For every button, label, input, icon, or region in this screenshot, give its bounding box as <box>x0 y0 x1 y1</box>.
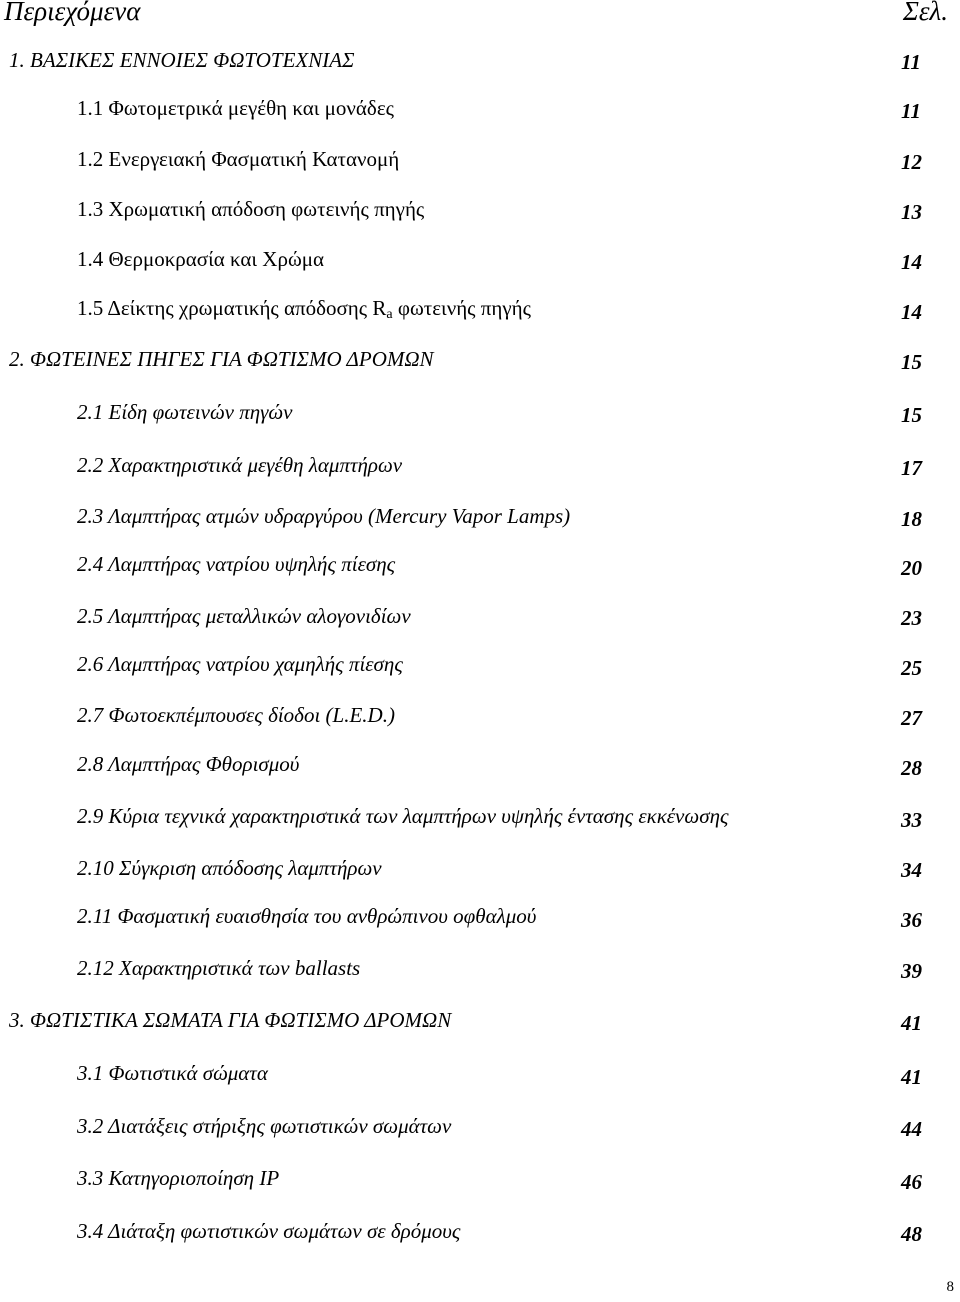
toc-entry-1[interactable] <box>0 46 960 76</box>
toc-entry-page: 27 <box>901 706 922 730</box>
toc-entry-page: 25 <box>901 656 922 680</box>
toc-entry-label: 2.12 Χαρακτηριστικά των ballasts <box>77 956 361 980</box>
toc-entry-3-3[interactable] <box>0 1164 960 1194</box>
toc-entry-page: 46 <box>901 1170 922 1194</box>
toc-entry-2-11[interactable] <box>0 902 960 932</box>
toc-entry-1-4[interactable] <box>0 245 960 275</box>
toc-entry-2-4[interactable] <box>0 550 960 580</box>
toc-entry-label-tail: φωτεινής πηγής <box>392 296 531 320</box>
toc-entry-label: 2. ΦΩΤΕΙΝΕΣ ΠΗΓΕΣ ΓΙΑ ΦΩΤΙΣΜΟ ΔΡΟΜΩΝ <box>9 347 434 371</box>
toc-entry-page: 36 <box>901 908 922 932</box>
toc-entry-label: 3. ΦΩΤΙΣΤΙΚΑ ΣΩΜΑΤΑ ΓΙΑ ΦΩΤΙΣΜΟ ΔΡΟΜΩΝ <box>9 1008 452 1032</box>
toc-entry-label: 3.2 Διατάξεις στήριξης φωτιστικών σωμάτων <box>77 1114 452 1138</box>
toc-entry-1-5[interactable] <box>0 294 960 324</box>
toc-entry-label: 1. ΒΑΣΙΚΕΣ ΕΝΝΟΙΕΣ ΦΩΤΟΤΕΧΝΙΑΣ <box>9 48 355 72</box>
toc-entry-label: 1.4 Θερμοκρασία και Χρώμα <box>77 247 325 271</box>
toc-entry-label: 1.3 Χρωματική απόδοση φωτεινής πηγής <box>77 197 425 221</box>
toc-entry-page: 15 <box>901 403 922 427</box>
toc-entry-label: 2.1 Είδη φωτεινών πηγών <box>77 400 293 424</box>
toc-entry-2-1[interactable] <box>0 398 960 428</box>
toc-entry-page: 15 <box>901 350 922 374</box>
toc-entry-2-9[interactable] <box>0 802 960 832</box>
toc-entry-label: 3.1 Φωτιστικά σώματα <box>77 1061 268 1085</box>
toc-entry-page: 14 <box>901 300 922 324</box>
toc-entry-label: 2.5 Λαμπτήρας μεταλλικών αλογονιδίων <box>77 604 411 628</box>
toc-entry-page: 41 <box>901 1011 922 1035</box>
toc-entry-label: 2.6 Λαμπτήρας νατρίου χαμηλής πίεσης <box>77 652 403 676</box>
toc-entry-page: 20 <box>901 556 922 580</box>
toc-entry-page: 41 <box>901 1065 922 1089</box>
toc-entry-3-4[interactable] <box>0 1217 960 1247</box>
toc-entry-label: 2.8 Λαμπτήρας Φθορισμού <box>77 752 300 776</box>
toc-entry-label <box>77 294 531 322</box>
toc-entry-page: 39 <box>901 959 922 983</box>
toc-entry-label: 3.4 Διάταξη φωτιστικών σωμάτων σε δρόμους <box>77 1219 461 1243</box>
toc-entry-3-2[interactable] <box>0 1112 960 1142</box>
toc-entry-2-7[interactable] <box>0 701 960 731</box>
toc-entry-2-8[interactable] <box>0 750 960 780</box>
toc-entry-1-1[interactable] <box>0 94 960 124</box>
toc-entry-3[interactable] <box>0 1006 960 1036</box>
toc-entry-label: 1.2 Ενεργειακή Φασματική Κατανομή <box>77 147 400 171</box>
toc-entry-label: 2.3 Λαμπτήρας ατμών υδραργύρου (Mercury Vapor Lamps) <box>77 504 571 528</box>
toc-entry-2-2[interactable] <box>0 451 960 481</box>
toc-entry-page: 13 <box>901 200 922 224</box>
toc-entry-2-3[interactable] <box>0 502 960 532</box>
toc-entry-2-10[interactable] <box>0 854 960 884</box>
toc-entry-1-3[interactable] <box>0 195 960 225</box>
toc-entry-page: 17 <box>901 456 922 480</box>
toc-entry-page: 12 <box>901 150 922 174</box>
page-number: 8 <box>946 1279 954 1295</box>
toc-entry-2[interactable] <box>0 345 960 375</box>
toc-entry-label: 3.3 Κατηγοριοποίηση IP <box>77 1166 280 1190</box>
toc-entry-label: 2.11 Φασματική ευαισθησία του ανθρώπινου οφθαλμού <box>77 904 537 928</box>
toc-entry-1-2[interactable] <box>0 145 960 175</box>
toc-entry-page: 28 <box>901 756 922 780</box>
toc-entry-label: 2.9 Κύρια τεχνικά χαρακτηριστικά των λαμπτήρων υψηλής έντασης εκκένωσης <box>77 804 729 828</box>
toc-entry-page: 23 <box>901 606 922 630</box>
toc-entry-label: 1.1 Φωτομετρικά μεγέθη και μονάδες <box>77 96 394 120</box>
toc-entry-label: 2.2 Χαρακτηριστικά μεγέθη λαμπτήρων <box>77 453 403 477</box>
toc-entry-page: 33 <box>901 808 922 832</box>
toc-entry-page: 18 <box>901 507 922 531</box>
toc-entry-3-1[interactable] <box>0 1059 960 1089</box>
toc-entry-2-12[interactable] <box>0 954 960 984</box>
page-column-heading: Σελ. <box>902 0 948 26</box>
toc-entry-page: 44 <box>901 1117 922 1141</box>
toc-entry-2-6[interactable] <box>0 650 960 680</box>
toc-entry-page: 48 <box>901 1222 922 1246</box>
toc-entry-2-5[interactable] <box>0 602 960 632</box>
toc-entry-label: 2.4 Λαμπτήρας νατρίου υψηλής πίεσης <box>77 552 396 576</box>
toc-entry-label: 2.7 Φωτοεκπέμπουσες δίοδοι (L.E.D.) <box>77 703 395 727</box>
toc-entry-label: 2.10 Σύγκριση απόδοσης λαμπτήρων <box>77 856 382 880</box>
toc-entry-label-subscript: a <box>386 307 393 322</box>
toc-entry-page: 11 <box>901 50 921 74</box>
toc-title: Περιεχόμενα <box>4 0 141 26</box>
toc-entry-label-main: 1.5 Δείκτης χρωματικής απόδοσης R <box>77 296 387 320</box>
toc-entry-page: 11 <box>901 99 921 123</box>
toc-entry-page: 34 <box>901 858 922 882</box>
toc-entry-page: 14 <box>901 250 922 274</box>
